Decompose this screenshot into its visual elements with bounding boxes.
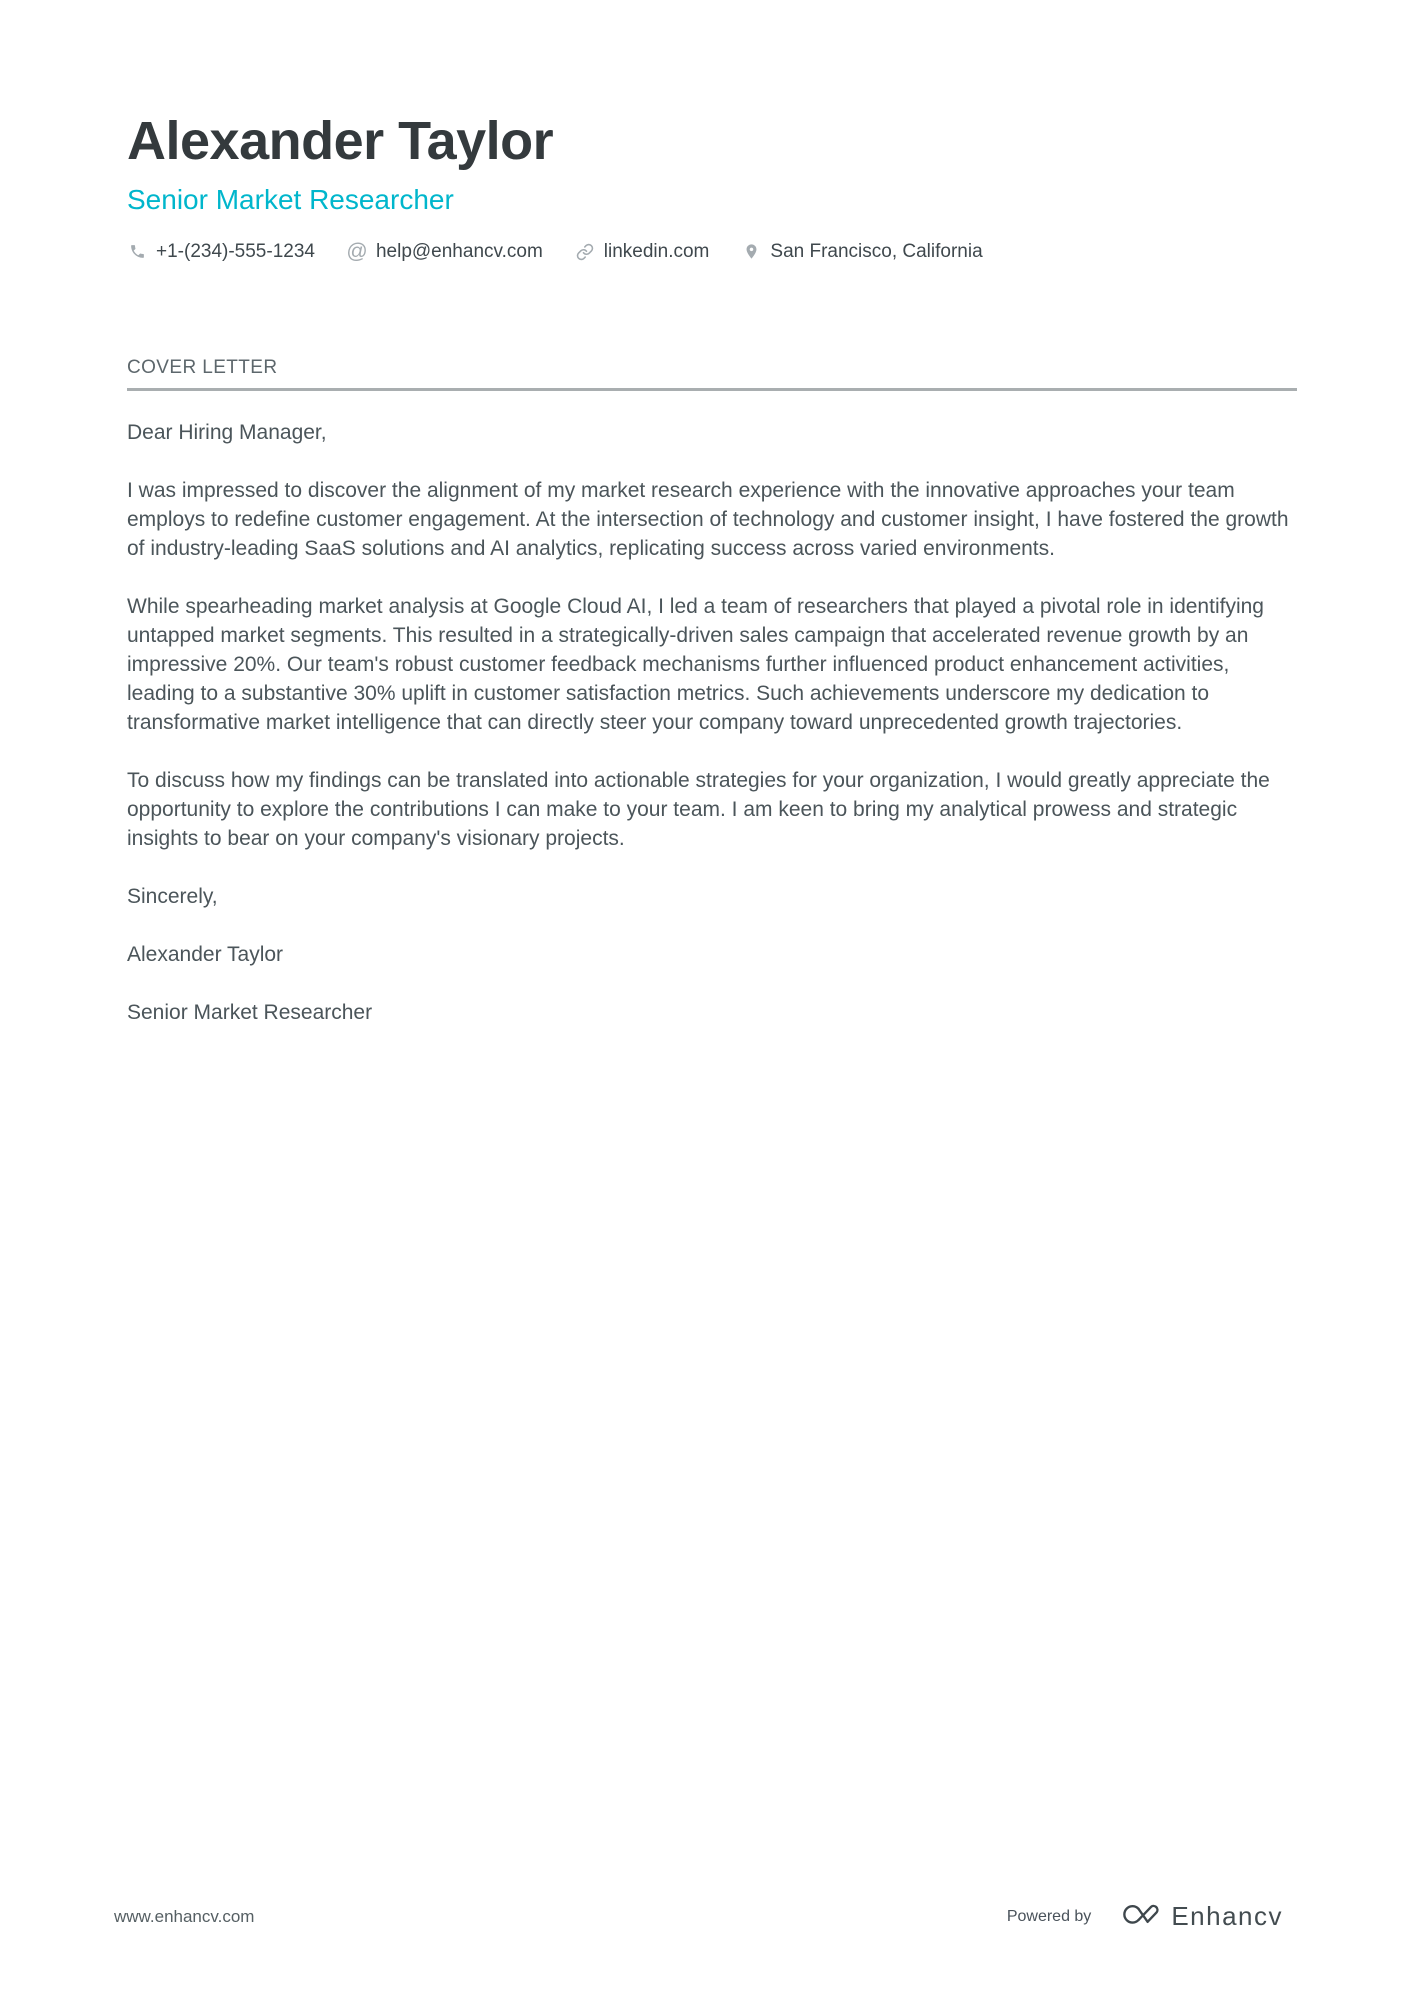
contact-phone[interactable]: [127, 241, 315, 263]
contact-row: [127, 241, 1297, 263]
signature-name: Alexander Taylor: [127, 942, 284, 966]
enhancv-logo-icon: [1115, 1900, 1159, 1933]
person-name: Alexander Taylor: [127, 111, 554, 171]
section-heading: COVER LETTER: [127, 356, 278, 378]
job-title: Senior Market Researcher: [127, 184, 454, 216]
letter-paragraph: I was impressed to discover the alignment of my market research experience with the innovative approaches your team employs to redefine customer engagement. At the intersection of technology and customer insight, I have fostered the growth of industry-leading SaaS solutions and AI analytics, replicating success across varied environments.: [127, 478, 1289, 560]
letter-body: [127, 418, 1297, 1027]
signature-block: [127, 882, 1297, 1027]
signature-title: Senior Market Researcher: [127, 1000, 373, 1024]
at-icon: @: [346, 240, 368, 264]
letter-paragraph: While spearheading market analysis at Google Cloud AI, I led a team of researchers that played a pivotal role in identifying untapped market segments. This resulted in a strategically-driven sales campaign that accelerated revenue growth by an impressive 20%. Our team's robust customer feedback mechanisms further influenced product enhancement activities, leading to a substantive 30% uplift in customer satisfaction metrics. Such achievements underscore my dedication to transformative market intelligence that can directly steer your company toward unprecedented growth trajectories.: [127, 594, 1264, 734]
enhancv-wordmark: Enhancv: [1171, 1901, 1283, 1931]
footer-website-link[interactable]: www.enhancv.com: [114, 1906, 255, 1926]
phone-icon: [127, 242, 147, 262]
contact-email[interactable]: [347, 241, 543, 263]
letter-paragraph: To discuss how my findings can be translated into actionable strategies for your organization, I would greatly appreciate the opportunity to explore the contributions I can make to your team. I am keen to bring my analytical prowess and strategic insights to bear on your company's visionary projects.: [127, 768, 1270, 850]
section-divider: [127, 388, 1297, 391]
page-footer: [0, 1900, 1410, 1933]
contact-email-text: help@enhancv.com: [375, 240, 543, 262]
contact-location[interactable]: [741, 241, 982, 263]
location-pin-icon: [741, 242, 761, 262]
cover-letter-section: [127, 357, 1297, 1027]
contact-link[interactable]: [575, 241, 710, 263]
salutation: Dear Hiring Manager,: [127, 420, 327, 444]
powered-by-label: Powered by: [1006, 1907, 1092, 1925]
closing: Sincerely,: [127, 884, 218, 908]
link-icon: [575, 242, 595, 262]
powered-by-enhancv[interactable]: [1007, 1900, 1283, 1933]
enhancv-brand: [1115, 1900, 1283, 1933]
contact-phone-text: +1-(234)-555-1234: [156, 240, 315, 262]
contact-link-text: linkedin.com: [603, 240, 710, 262]
contact-location-text: San Francisco, California: [770, 240, 983, 262]
